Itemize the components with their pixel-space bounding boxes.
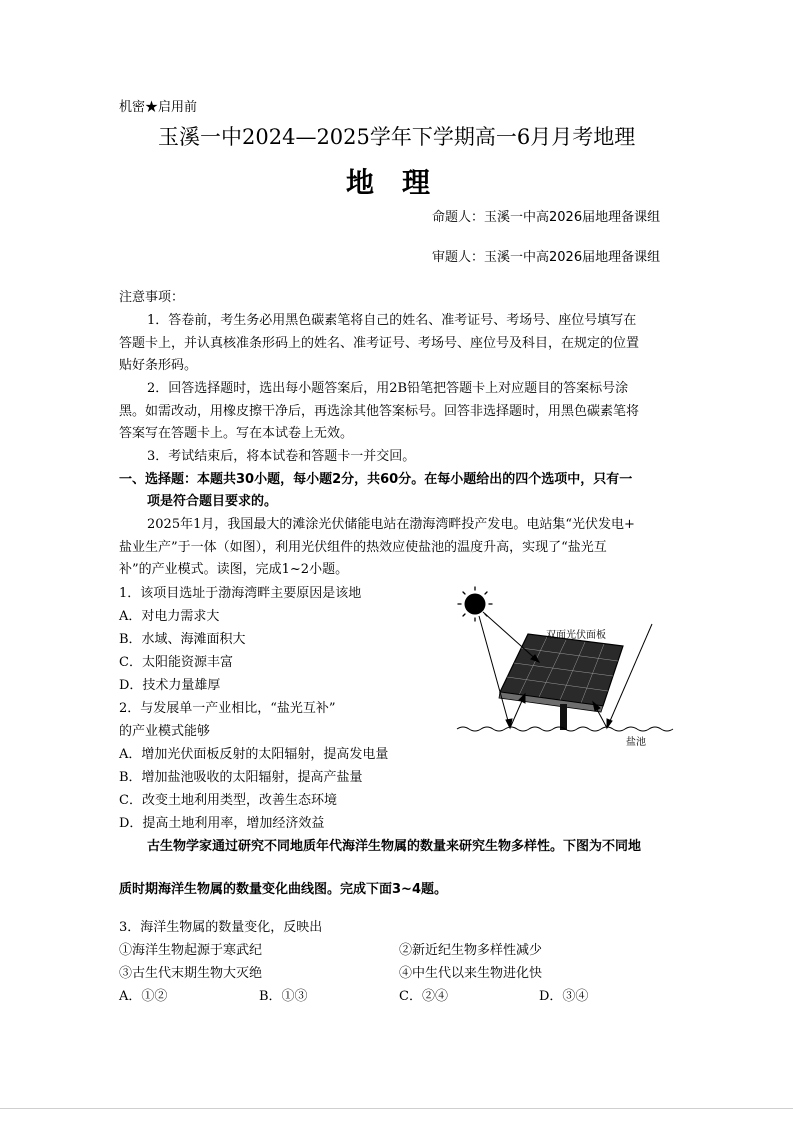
question-3-stem: 3．海洋生物属的数量变化，反映出 (119, 920, 323, 935)
solar-panel-icon (499, 634, 623, 730)
q3-option-b: B．①③ (259, 989, 308, 1004)
confidential-mark: 机密★启用前 (119, 100, 198, 115)
notice-line: 黑。如需改动，用橡皮擦干净后，再选涂其他答案标号。回答非选择题时，用黑色碳素笔将 (119, 404, 640, 419)
section-heading-cont: 项是符合题目要求的。 (147, 494, 278, 509)
q1-option-b: B．水域、海滩面积大 (119, 632, 246, 647)
notice-line: 答题卡上，并认真核准条形码上的姓名、准考证号、考场号、座位号及科目，在规定的位置 (119, 336, 640, 351)
subject-title: 地 理 (346, 166, 431, 199)
page-bottom-rule (0, 1108, 793, 1109)
q3-option-a: A．①② (119, 989, 168, 1004)
notice-line: 3．考试结束后，将本试卷和答题卡一并交回。 (147, 449, 416, 464)
q3-item-2: ②新近纪生物多样性减少 (399, 943, 543, 958)
q3-item-3: ③古生代末期生物大灭绝 (119, 966, 263, 981)
notice-line: 1．答卷前，考生务必用黑色碳素笔将自己的姓名、准考证号、考场号、座位号填写在 (147, 313, 637, 328)
exam-title: 玉溪一中2024—2025学年下学期高一6月月考地理 (158, 125, 636, 149)
q2-option-c: C．改变土地利用类型，改善生态环境 (119, 793, 337, 808)
question-2-stem: 2．与发展单一产业相比，“盐光互补” (119, 701, 336, 716)
notice-line: 贴好条形码。 (119, 358, 198, 373)
notice-line: 答案写在答题卡上。写在本试卷上无效。 (119, 426, 354, 441)
passage-line: 2025年1月，我国最大的滩涂光伏储能电站在渤海湾畔投产发电。电站集“光伏发电+ (147, 517, 635, 532)
passage-line: 补”的产业模式。读图，完成1~2小题。 (119, 562, 349, 577)
passage-line: 盐业生产”于一体（如图），利用光伏组件的热效应使盐池的温度升高，实现了“盐光互 (119, 540, 607, 555)
q1-option-a: A．对电力需求大 (119, 609, 220, 624)
passage-2-line: 古生物学家通过研究不同地质年代海洋生物属的数量来研究生物多样性。下图为不同地 (147, 839, 642, 854)
q2-option-d: D．提高土地利用率，增加经济效益 (119, 816, 325, 831)
q1-option-c: C．太阳能资源丰富 (119, 655, 233, 670)
panel-label: 双面光伏面板 (546, 630, 606, 641)
reviewer-line: 审题人：玉溪一中高2026届地理备课组 (432, 250, 661, 265)
question-1-stem: 1．该项目选址于渤海湾畔主要原因是该地 (119, 586, 362, 601)
notice-line: 2．回答选择题时，选出每小题答案后，用2B铅笔把答题卡上对应题目的答案标号涂 (147, 381, 629, 396)
q1-option-d: D．技术力量雄厚 (119, 678, 221, 693)
setter-line: 命题人：玉溪一中高2026届地理备课组 (432, 210, 661, 225)
notice-heading: 注意事项： (119, 290, 185, 305)
solar-salt-figure (455, 582, 680, 752)
q3-option-c: C．②④ (399, 989, 448, 1004)
pool-label: 盐池 (626, 737, 646, 748)
q3-item-1: ①海洋生物起源于寒武纪 (119, 943, 263, 958)
q2-option-a: A．增加光伏面板反射的太阳辐射，提高发电量 (119, 747, 389, 762)
q2-option-b: B．增加盐池吸收的太阳辐射，提高产盐量 (119, 770, 363, 785)
passage-2-line: 质时期海洋生物属的数量变化曲线图。完成下面3~4题。 (119, 882, 447, 897)
q3-option-d: D．③④ (539, 989, 589, 1004)
section-heading: 一、选择题：本题共30小题，每小题2分，共60分。在每小题给出的四个选项中，只有一 (119, 472, 633, 487)
question-2-stem-cont: 的产业模式能够 (119, 724, 211, 739)
q3-item-4: ④中生代以来生物进化快 (399, 966, 543, 981)
